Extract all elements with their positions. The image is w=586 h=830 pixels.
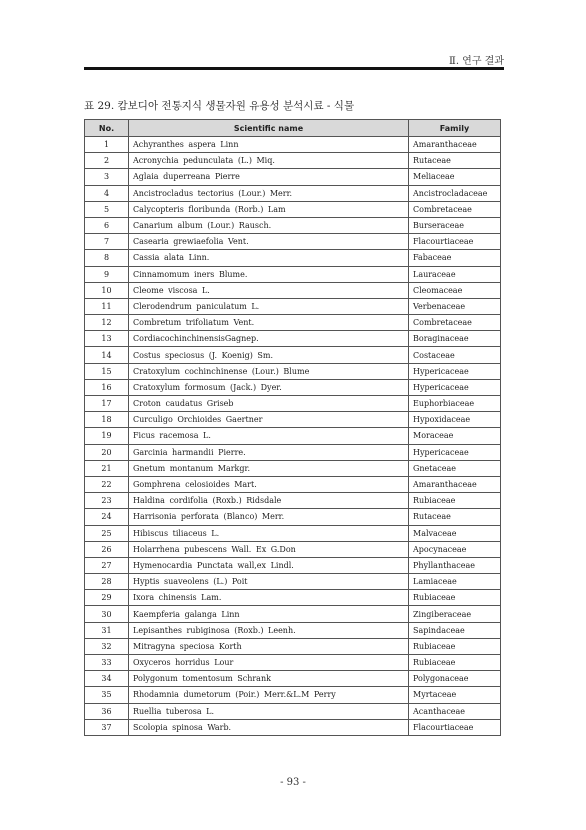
cell-no: 2 [85, 153, 129, 169]
cell-no: 25 [85, 525, 129, 541]
table-header-row [85, 120, 501, 137]
cell-no: 32 [85, 638, 129, 654]
cell-no: 22 [85, 476, 129, 492]
cell-family: Euphorbiaceae [409, 396, 501, 412]
cell-no: 18 [85, 412, 129, 428]
table-row [85, 590, 501, 606]
cell-no: 30 [85, 606, 129, 622]
table-row [85, 638, 501, 654]
cell-scientific-name: Curculigo Orchioides Gaertner [129, 412, 409, 428]
table-row [85, 574, 501, 590]
cell-no: 4 [85, 185, 129, 201]
cell-no: 9 [85, 266, 129, 282]
cell-no: 11 [85, 298, 129, 314]
table-row [85, 331, 501, 347]
table-row [85, 298, 501, 314]
cell-no: 33 [85, 655, 129, 671]
cell-no: 10 [85, 282, 129, 298]
cell-scientific-name: Garcinia harmandii Pierre. [129, 444, 409, 460]
cell-scientific-name: Cleome viscosa L. [129, 282, 409, 298]
table-row [85, 557, 501, 573]
column-header-scientific-name: Scientific name [129, 120, 409, 137]
table-row [85, 379, 501, 395]
cell-scientific-name: Hibiscus tiliaceus L. [129, 525, 409, 541]
page-number: - 93 - [280, 777, 306, 788]
cell-no: 36 [85, 703, 129, 719]
cell-family: Gnetaceae [409, 460, 501, 476]
cell-no: 6 [85, 217, 129, 233]
cell-no: 16 [85, 379, 129, 395]
cell-no: 5 [85, 201, 129, 217]
cell-family: Moraceae [409, 428, 501, 444]
cell-scientific-name: Lepisanthes rubiginosa (Roxb.) Leenh. [129, 622, 409, 638]
cell-no: 12 [85, 315, 129, 331]
cell-scientific-name: Ruellia tuberosa L. [129, 703, 409, 719]
cell-scientific-name: Gomphrena celosioides Mart. [129, 476, 409, 492]
cell-no: 20 [85, 444, 129, 460]
cell-scientific-name: Cratoxylum cochinchinense (Lour.) Blume [129, 363, 409, 379]
cell-family: Polygonaceae [409, 671, 501, 687]
table-row [85, 428, 501, 444]
cell-family: Myrtaceae [409, 687, 501, 703]
table-row [85, 250, 501, 266]
table-row [85, 169, 501, 185]
cell-no: 31 [85, 622, 129, 638]
table-row [85, 525, 501, 541]
column-header-family: Family [409, 120, 501, 137]
cell-family: Rubiaceae [409, 590, 501, 606]
table-body [85, 137, 501, 736]
cell-no: 27 [85, 557, 129, 573]
table-row [85, 687, 501, 703]
cell-scientific-name: Polygonum tomentosum Schrank [129, 671, 409, 687]
cell-family: Acanthaceae [409, 703, 501, 719]
cell-no: 19 [85, 428, 129, 444]
cell-scientific-name: Aglaia duperreana Pierre [129, 169, 409, 185]
cell-family: Hypericaceae [409, 363, 501, 379]
cell-family: Meliaceae [409, 169, 501, 185]
table-row [85, 622, 501, 638]
table-row [85, 234, 501, 250]
cell-scientific-name: Croton caudatus Griseb [129, 396, 409, 412]
cell-scientific-name: Kaempferia galanga Linn [129, 606, 409, 622]
cell-no: 37 [85, 719, 129, 735]
cell-family: Rubiaceae [409, 493, 501, 509]
cell-scientific-name: Clerodendrum paniculatum L. [129, 298, 409, 314]
table-row [85, 476, 501, 492]
cell-family: Rutaceae [409, 153, 501, 169]
cell-family: Fabaceae [409, 250, 501, 266]
table-caption: 표 29. 캄보디아 전통지식 생물자원 유용성 분석시료 - 식물 [84, 100, 355, 112]
cell-family: Cleomaceae [409, 282, 501, 298]
cell-scientific-name: Combretum trifoliatum Vent. [129, 315, 409, 331]
cell-family: Malvaceae [409, 525, 501, 541]
cell-scientific-name: Costus speciosus (J. Koenig) Sm. [129, 347, 409, 363]
cell-family: Sapindaceae [409, 622, 501, 638]
header-rule [84, 67, 504, 70]
cell-family: Apocynaceae [409, 541, 501, 557]
cell-scientific-name: Scolopia spinosa Warb. [129, 719, 409, 735]
cell-no: 1 [85, 137, 129, 153]
cell-no: 28 [85, 574, 129, 590]
cell-family: Zingiberaceae [409, 606, 501, 622]
cell-family: Hypoxidaceae [409, 412, 501, 428]
cell-family: Phyllanthaceae [409, 557, 501, 573]
table-row [85, 719, 501, 735]
cell-no: 21 [85, 460, 129, 476]
table-row [85, 201, 501, 217]
cell-scientific-name: Gnetum montanum Markgr. [129, 460, 409, 476]
cell-scientific-name: Hyptis suaveolens (L.) Poit [129, 574, 409, 590]
cell-scientific-name: Mitragyna speciosa Korth [129, 638, 409, 654]
table-row [85, 606, 501, 622]
table-row [85, 185, 501, 201]
cell-family: Combretaceae [409, 315, 501, 331]
table-row [85, 153, 501, 169]
cell-family: Ancistrocladaceae [409, 185, 501, 201]
cell-scientific-name: Acronychia pedunculata (L.) Miq. [129, 153, 409, 169]
table-row [85, 460, 501, 476]
table-row [85, 493, 501, 509]
cell-scientific-name: Cinnamomum iners Blume. [129, 266, 409, 282]
cell-no: 14 [85, 347, 129, 363]
table-row [85, 703, 501, 719]
table-row [85, 347, 501, 363]
cell-no: 3 [85, 169, 129, 185]
cell-scientific-name: Haldina cordifolia (Roxb.) Ridsdale [129, 493, 409, 509]
cell-scientific-name: Oxyceros horridus Lour [129, 655, 409, 671]
table-row [85, 396, 501, 412]
table-row [85, 509, 501, 525]
cell-scientific-name: Calycopteris floribunda (Rorb.) Lam [129, 201, 409, 217]
cell-no: 15 [85, 363, 129, 379]
cell-scientific-name: Ixora chinensis Lam. [129, 590, 409, 606]
cell-scientific-name: CordiacochinchinensisGagnep. [129, 331, 409, 347]
cell-family: Lamiaceae [409, 574, 501, 590]
cell-scientific-name: Rhodamnia dumetorum (Poir.) Merr.&L.M Perry [129, 687, 409, 703]
cell-family: Rubiaceae [409, 638, 501, 654]
column-header-no: No. [85, 120, 129, 137]
cell-family: Flacourtiaceae [409, 234, 501, 250]
cell-family: Amaranthaceae [409, 137, 501, 153]
table-row [85, 655, 501, 671]
table-row [85, 217, 501, 233]
cell-family: Lauraceae [409, 266, 501, 282]
cell-scientific-name: Ficus racemosa L. [129, 428, 409, 444]
table-row [85, 282, 501, 298]
cell-no: 29 [85, 590, 129, 606]
cell-family: Burseraceae [409, 217, 501, 233]
cell-scientific-name: Ancistrocladus tectorius (Lour.) Merr. [129, 185, 409, 201]
cell-no: 23 [85, 493, 129, 509]
table-row [85, 363, 501, 379]
cell-family: Flacourtiaceae [409, 719, 501, 735]
cell-no: 7 [85, 234, 129, 250]
cell-no: 24 [85, 509, 129, 525]
table-row [85, 412, 501, 428]
table-row [85, 315, 501, 331]
cell-family: Rubiaceae [409, 655, 501, 671]
cell-scientific-name: Canarium album (Lour.) Rausch. [129, 217, 409, 233]
cell-no: 35 [85, 687, 129, 703]
table-row [85, 444, 501, 460]
table-row [85, 266, 501, 282]
cell-family: Costaceae [409, 347, 501, 363]
cell-family: Hypericaceae [409, 444, 501, 460]
cell-scientific-name: Harrisonia perforata (Blanco) Merr. [129, 509, 409, 525]
cell-family: Combretaceae [409, 201, 501, 217]
cell-no: 17 [85, 396, 129, 412]
cell-family: Rutaceae [409, 509, 501, 525]
running-header: Ⅱ. 연구 결과 [449, 56, 504, 67]
table-row [85, 541, 501, 557]
table-row [85, 137, 501, 153]
plant-samples-table [84, 119, 501, 736]
cell-no: 13 [85, 331, 129, 347]
cell-scientific-name: Achyranthes aspera Linn [129, 137, 409, 153]
cell-scientific-name: Casearia grewiaefolia Vent. [129, 234, 409, 250]
table-row [85, 671, 501, 687]
cell-scientific-name: Holarrhena pubescens Wall. Ex G.Don [129, 541, 409, 557]
cell-no: 34 [85, 671, 129, 687]
cell-no: 8 [85, 250, 129, 266]
cell-scientific-name: Cratoxylum formosum (Jack.) Dyer. [129, 379, 409, 395]
cell-no: 26 [85, 541, 129, 557]
cell-family: Amaranthaceae [409, 476, 501, 492]
cell-family: Hypericaceae [409, 379, 501, 395]
cell-scientific-name: Cassia alata Linn. [129, 250, 409, 266]
cell-scientific-name: Hymenocardia Punctata wall,ex Lindl. [129, 557, 409, 573]
cell-family: Verbenaceae [409, 298, 501, 314]
cell-family: Boraginaceae [409, 331, 501, 347]
